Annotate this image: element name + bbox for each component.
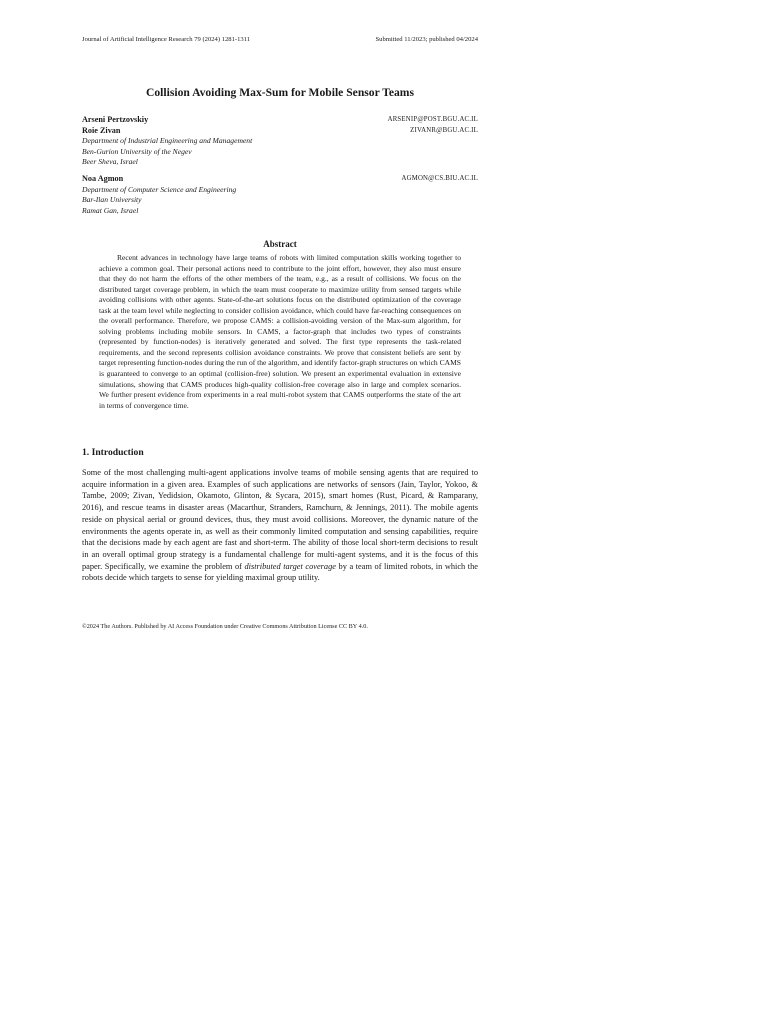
author-email: ZIVANR@BGU.AC.IL [410, 126, 478, 134]
paper-title: Collision Avoiding Max-Sum for Mobile Sensor Teams [146, 86, 414, 99]
affiliation-line: Department of Computer Science and Engineering [82, 184, 237, 194]
abstract-heading: Abstract [263, 239, 297, 249]
author-email: AGMON@CS.BIU.AC.IL [401, 175, 478, 182]
introduction-emphasis: distributed target coverage [244, 561, 336, 571]
affiliation-line: Ben-Gurion University of the Negev [82, 146, 192, 156]
license-footnote: ©2024 The Authors. Published by AI Access Foundation under Creative Commons Attribution License CC BY 4.0. [82, 623, 368, 630]
affiliation-line: Beer Sheva, Israel [82, 157, 138, 167]
affiliation-line: Bar-Ilan University [82, 195, 142, 205]
author-name: Arseni Pertzovskiy [82, 115, 149, 124]
author-block-2 [82, 174, 478, 216]
affiliation-line: Department of Industrial Engineering and Management [82, 136, 253, 146]
author-name: Roie Zivan [82, 125, 121, 135]
abstract-text: Recent advances in technology have large teams of robots with limited computation skills working together to achieve a common goal. Their personal actions need to contribute to the joint effort, however, they also must ensure that they do not harm the efforts of the other members of the team, e.g., as a result of collisions. We focus on the distributed target coverage problem, in which the team must cooperate to maximize utility from sensed targets while avoiding collisions with other agents. State-of-the-art solutions focus on the distributed optimization of the coverage task at the team level while neglecting to consider collision avoidance, which could have far-reaching consequences on the overall performance. Therefore, we propose CAMS: a collision-avoiding version of the Max-sum algorithm, for solving problems including mobile sensors. In CAMS, a factor-graph that includes two types of constraints (represented by function-nodes) is iteratively generated and solved. The first type represents the task-related requirements, and the second represents collision avoidance constraints. We prove that consistent beliefs are sent by target representing function-nodes during the run of the algorithm, and identify factor-graph structures on which CAMS is guaranteed to converge to an optimal (collision-free) solution. We present an experimental evaluation in extensive simulations, showing that CAMS produces high-quality collision-free coverage also in large and complex scenarios. We further present evidence from experiments in a real multi-robot system that CAMS outperforms the state of the art in terms of convergence time. [99, 253, 461, 410]
submission-dates: Submitted 11/2023; published 04/2024 [375, 36, 478, 43]
author-block-1 [82, 115, 478, 168]
journal-citation: Journal of Artificial Intelligence Research 79 (2024) 1281-1311 [82, 36, 251, 43]
introduction-paragraph [82, 467, 478, 584]
introduction-text: Some of the most challenging multi-agent applications involve teams of mobile sensing agents that are required to acquire information in a given area. Examples of such applications are networks of sensors (Jain, Taylor, Yokoo, & Tambe, 2009; Zivan, Yedidsion, Okamoto, Glinton, & Sycara, 2015), smart homes (Rust, Picard, & Ramparany, 2016), and rescue teams in disaster areas (Macarthur, Stranders, Ramchurn, & Jennings, 2011). The mobile agents reside on physical aerial or ground devices, thus, they must avoid collisions. Moreover, the dynamic nature of the environments the agents operate in, as well as their commonly limited computation and sensing capabilities, require that the decisions made by each agent are fast and short-term. The ability of those local short-term decisions to result in an overall optimal group strategy is a fundamental challenge for multi-agent systems, and it is the focus of this paper. Specifically, we examine the problem of [82, 468, 478, 571]
introduction-text: by a team of limited robots, in which the robots decide which targets to sense for yielding maximal group utility. [82, 561, 478, 583]
affiliation-line: Ramat Gan, Israel [82, 205, 139, 215]
author-email: ARSENIP@POST.BGU.AC.IL [387, 116, 478, 123]
section-heading-introduction: 1. Introduction [82, 447, 144, 458]
author-name: Noa Agmon [82, 174, 124, 183]
